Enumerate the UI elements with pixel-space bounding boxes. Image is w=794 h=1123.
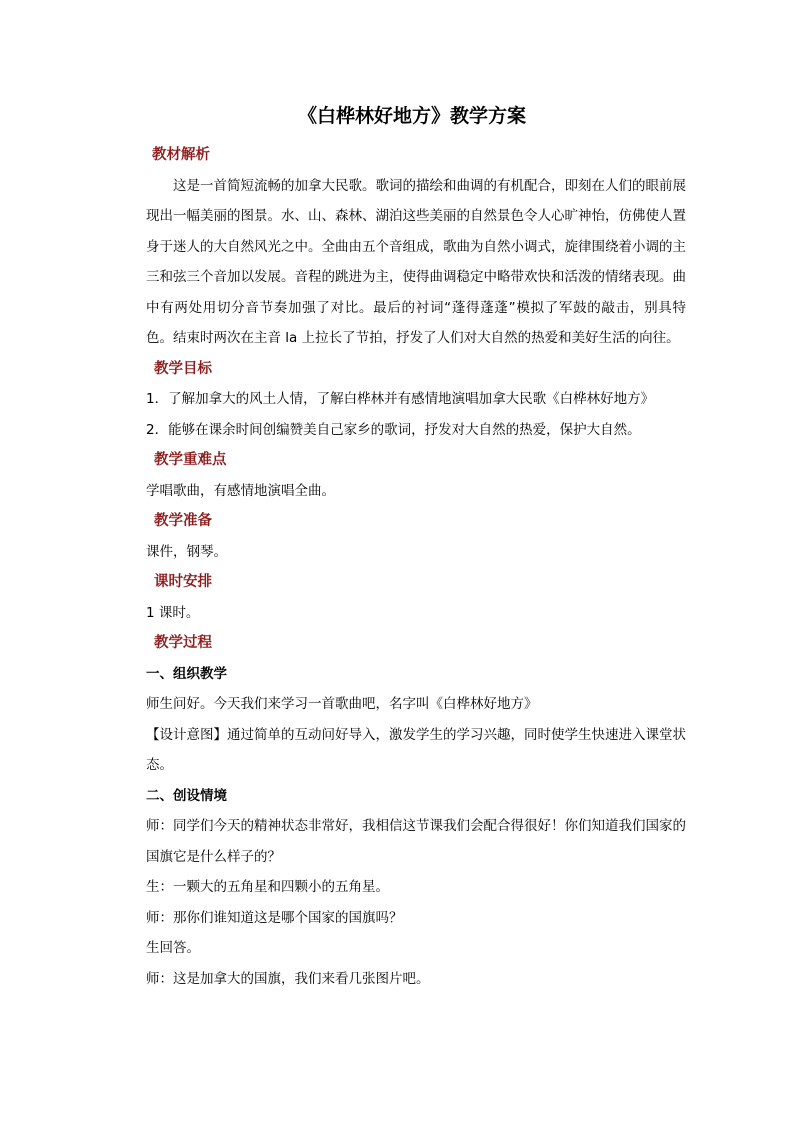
step-1-title: 一、组织教学: [146, 665, 227, 682]
section-heading-preparation: 教学准备: [154, 513, 212, 529]
schedule-text: 1 课时。: [146, 604, 200, 621]
goal-item-1: 1．了解加拿大的风土人情，了解白桦林并有感情地演唱加拿大民歌《白桦林好地方》: [146, 391, 655, 407]
analysis-paragraph: 这是一首简短流畅的加拿大民歌。歌词的描绘和曲调的有机配合，即刻在人们的眼前展现出一幅美丽的图景。水、山、森林、湖泊这些美丽的自然景色令人心旷神怡，仿佛使人置身于迷人的大自然风光之中。全曲由五个音组成，歌曲为自然小调式，旋律围绕着小调的主三和弦三个音加以发展。音程的跳进为主，使得曲调稳定中略带欢快和活泼的情绪表现。曲中有两处用切分音节奏加强了对比。最后的衬词“蓬得蓬蓬”模拟了军鼓的敲击，别具特色。结束时两次在主音 la 上拉长了节拍，抒发了人们对大自然的热爱和美好生活的向往。: [146, 177, 686, 346]
document-title: 《白桦林好地方》教学方案: [297, 105, 526, 127]
section-heading-analysis: 教材解析: [152, 147, 210, 163]
step-2-student-line-2: 生回答。: [146, 940, 200, 956]
step-1-design-intent: 【设计意图】通过简单的互动问好导入，激发学生的学习兴趣，同时使学生快速进入课堂状态。: [146, 726, 686, 773]
key-points-text: 学唱歌曲，有感情地演唱全曲。: [146, 482, 335, 499]
section-heading-process: 教学过程: [154, 635, 212, 651]
step-2-title: 二、创设情境: [146, 787, 227, 804]
section-heading-goals: 教学目标: [154, 360, 212, 377]
goal-item-2: 2．能够在课余时间创编赞美自己家乡的歌词，抒发对大自然的热爱，保护大自然。: [146, 421, 641, 438]
section-heading-key-points: 教学重难点: [154, 452, 227, 468]
step-2-teacher-line-1: 师：同学们今天的精神状态非常好，我相信这节课我们会配合得很好！你们知道我们国家的国旗它是什么样子的？: [146, 818, 686, 865]
document-body: [146, 140, 686, 994]
step-1-dialogue: 师生问好。今天我们来学习一首歌曲吧，名字叫《白桦林好地方》: [146, 696, 538, 712]
section-heading-schedule: 课时安排: [154, 574, 212, 590]
step-2-teacher-line-3: 师：这是加拿大的国旗，我们来看几张图片吧。: [146, 970, 430, 987]
step-2-teacher-line-2: 师：那你们谁知道这是哪个国家的国旗吗？: [146, 909, 403, 926]
step-2-student-line-1: 生：一颗大的五角星和四颗小的五角星。: [146, 879, 389, 895]
preparation-text: 课件，钢琴。: [146, 543, 227, 560]
